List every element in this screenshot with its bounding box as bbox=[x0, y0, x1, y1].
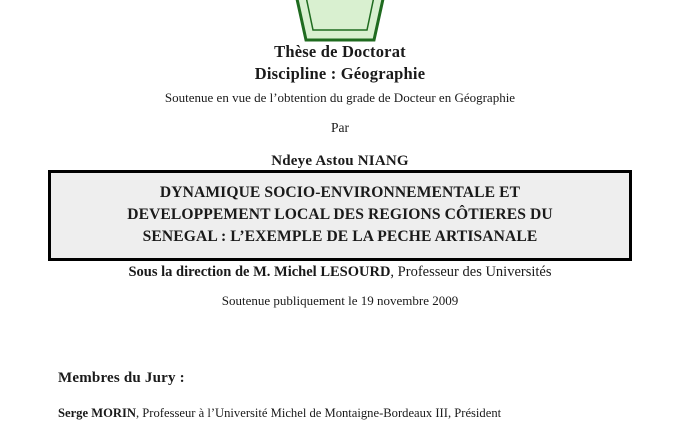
discipline-label: Discipline : Géographie bbox=[254, 64, 426, 84]
university-emblem bbox=[270, 0, 410, 46]
jury-heading: Membres du Jury : bbox=[58, 370, 185, 386]
supervisor-title: , Professeur des Universités bbox=[390, 264, 552, 280]
title-line-2: DEVELOPPEMENT LOCAL DES REGIONS CÔTIERES DU bbox=[127, 206, 553, 224]
header-block bbox=[0, 41, 680, 170]
degree-subtitle: Soutenue en vue de l’obtention du grade de Docteur en Géographie bbox=[164, 89, 516, 105]
by-label: Par bbox=[331, 120, 349, 136]
list-item bbox=[58, 402, 658, 424]
thesis-title-box bbox=[48, 170, 632, 261]
title-line-1: DYNAMIQUE SOCIO-ENVIRONNEMENTALE ET bbox=[159, 184, 521, 201]
title-line-3: SENEGAL : L’EXEMPLE DE LA PECHE ARTISANALE bbox=[142, 228, 538, 246]
author-name: Ndeye Astou NIANG bbox=[271, 153, 409, 170]
defense-date: Soutenue publiquement le 19 novembre 2009 bbox=[221, 293, 459, 308]
supervisor-name: Sous la direction de M. Michel LESOURD bbox=[128, 264, 391, 280]
jury-member-details: , Professeur à l’Université Michel de Montaigne-Bordeaux III, Président bbox=[136, 406, 502, 420]
supervisor-line bbox=[0, 264, 680, 281]
thesis-label: Thèse de Doctorat bbox=[274, 42, 406, 61]
jury-members-list bbox=[58, 402, 658, 424]
jury-member-name: Serge MORIN bbox=[58, 406, 136, 420]
